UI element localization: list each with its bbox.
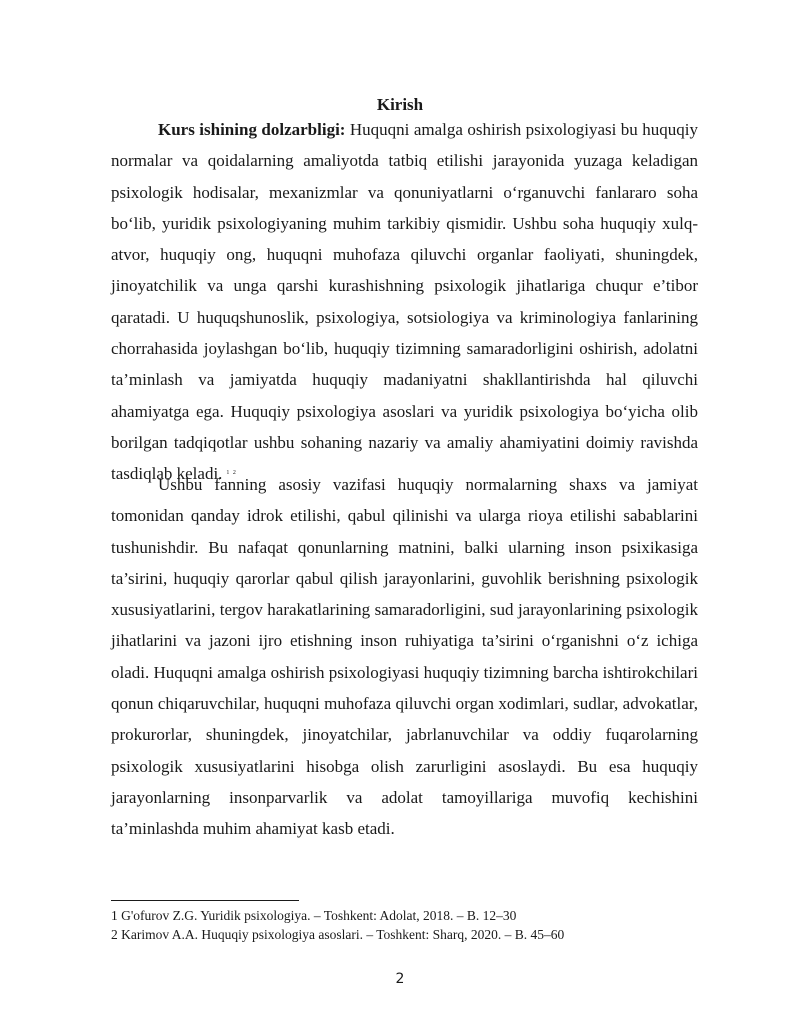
paragraph-relevance xyxy=(111,114,698,490)
footnote-item: 1 G'ofurov Z.G. Yuridik psixologiya. – Toshkent: Adolat, 2018. – B. 12–30 xyxy=(111,908,517,923)
footnote-reference[interactable]: 1 2 xyxy=(226,470,237,477)
paragraph-lead: Kurs ishining dolzarbligi: xyxy=(158,120,346,139)
footnote-separator xyxy=(111,900,299,901)
page-number: 2 xyxy=(395,971,405,987)
footnotes xyxy=(111,906,711,944)
footnote-item: 2 Karimov A.A. Huquqiy psixologiya asoslari. – Toshkent: Sharq, 2020. – B. 45–60 xyxy=(111,927,565,942)
paragraph-main-task xyxy=(111,469,698,845)
section-title: Kirish xyxy=(376,95,424,114)
paragraph-text: Ushbu fanning asosiy vazifasi huquqiy normalarning shaxs va jamiyat tomonidan qanday idrok etilishi, qabul qilinishi va ularga rioya etilishi sabablarini tushunishdir. Bu nafaqat qonunlarning matnini, balki ularning inson psixikasiga ta’sirini, huquqiy qarorlar qabul qilish jarayonlarini, guvohlik berishning psixologik xususiyatlarini, tergov harakatlarining samaradorligini, sud jarayonlarining psixologik jihatlarini va jazoni ijro etishning inson ruhiyatiga ta’sirini o‘rganishni o‘z ichiga oladi. Huquqni amalga oshirish psixologiyasi huquqiy tizimning barcha ishtirokchilari qonun chiqaruvchilar, huquqni muhofaza qiluvchi organ xodimlari, sudlar, advokatlar, prokurorlar, shuningdek, jinoyatchilar, jabrlanuvchilar va oddiy fuqarolarning psixologik xususiyatlarini hisobga olish zarurligini asoslaydi. Bu esa huquqiy jarayonlarning insonparvarlik va adolat tamoyillariga muvofiq kechishini ta’minlashda muhim ahamiyat kasb etadi. xyxy=(111,475,698,839)
paragraph-text: Huquqni amalga oshirish psixologiyasi bu huquqiy normalar va qoidalarning amaliyotda tatbiq etilishi jarayonida yuzaga keladigan psixologik hodisalar, mexanizmlar va qonuniyatlarni o‘rganuvchi fanlararo soha bo‘lib, yuridik psixologiyaning muhim tarkibiy qismidir. Ushbu soha huquqiy xulq-atvor, huquqiy ong, huquqni muhofaza qiluvchi organlar faoliyati, shuningdek, jinoyatchilik va unga qarshi kurashishning psixologik jihatlariga chuqur e’tibor qaratadi. U huquqshunoslik, psixologiya, sotsiologiya va kriminologiya fanlarining chorrahasida joylashgan bo‘lib, huquqiy tizimning samaradorligini oshirish, adolatni ta’minlash va jamiyatda huquqiy madaniyatni shakllantirishda hal qiluvchi ahamiyatga ega. Huquqiy psixologiya asoslari va yuridik psixologiya bo‘yicha olib borilgan tadqiqotlar ushbu sohaning nazariy va amaliy ahamiyatini doimiy ravishda tasdiqlab keladi. xyxy=(111,120,698,484)
